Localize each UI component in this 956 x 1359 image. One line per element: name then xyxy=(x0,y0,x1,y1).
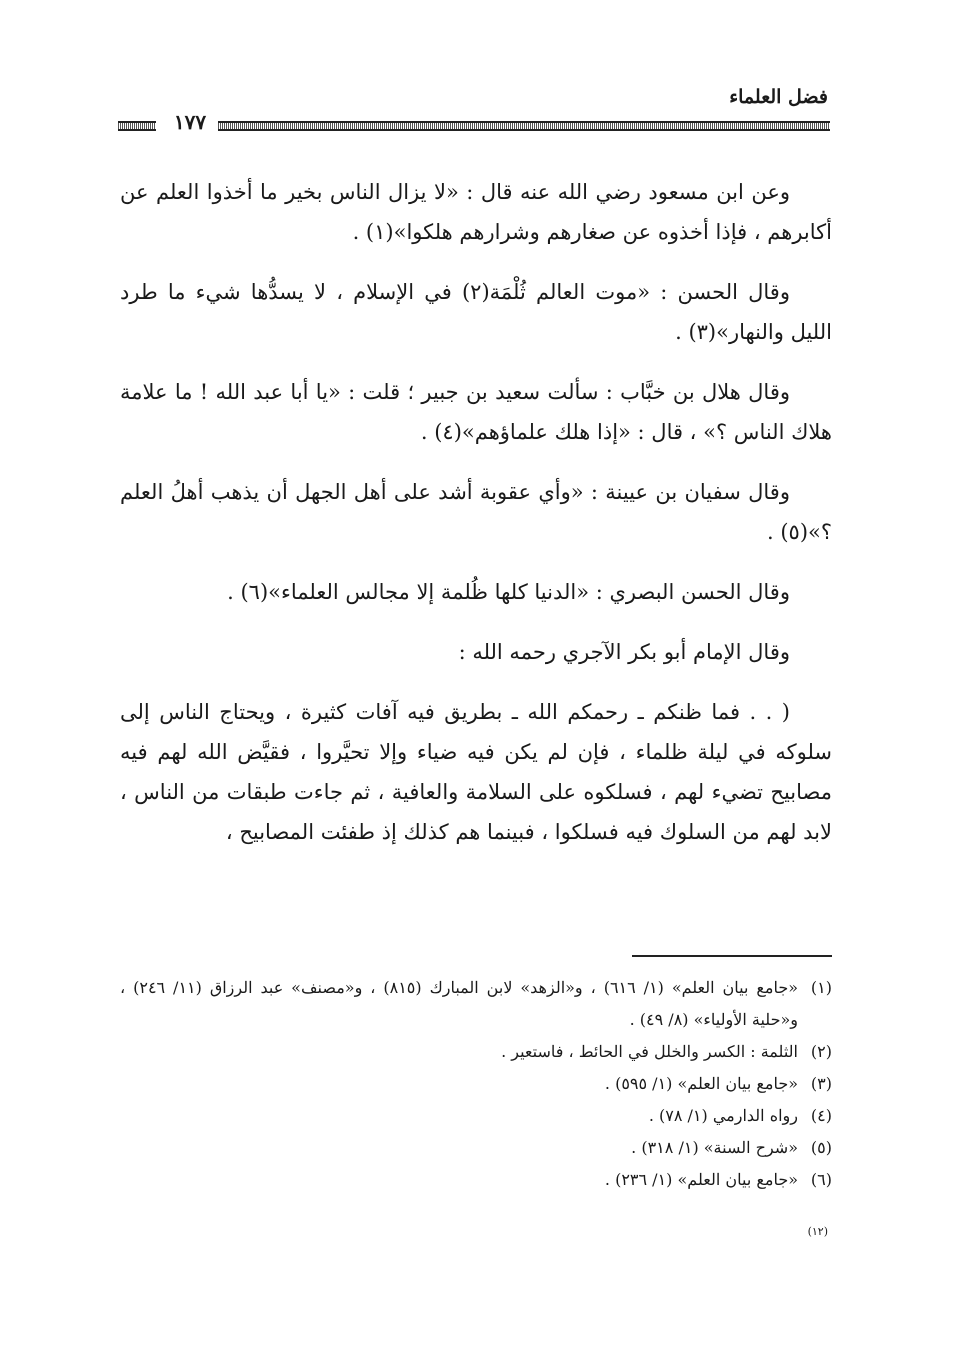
footnote-number: (١) xyxy=(810,978,832,997)
footnote-number: (٤) xyxy=(810,1106,832,1125)
footnote-number: (٢) xyxy=(810,1042,832,1061)
header-rule-short xyxy=(118,121,156,131)
page-number: ١٧٧ xyxy=(162,110,218,134)
footnote xyxy=(120,972,832,1036)
footnote xyxy=(120,1100,832,1132)
footnote-separator xyxy=(632,955,832,957)
signature-mark: (١٢) xyxy=(807,1225,828,1238)
paragraph: وعن ابن مسعود رضي الله عنه قال : «لا يزال الناس بخير ما أخذوا العلم عن أكابرهم ، فإذا أخذوه عن صغارهم وشرارهم هلكوا»(١) . xyxy=(120,180,832,244)
footnotes xyxy=(120,972,832,1196)
footnote-number: (٦) xyxy=(810,1170,832,1189)
footnote-number: (٣) xyxy=(810,1074,832,1093)
header-rule xyxy=(118,110,830,134)
footnote-text: «جامع بيان العلم» (١/ ٦١٦) ، و«الزهد» لابن المبارك (٨١٥) ، و«مصنف» عبد الرزاق (١١/ ٢٤٦) ، و«حلية الأولياء» (٨/ ٤٩) . xyxy=(120,978,798,1029)
footnote xyxy=(120,1068,832,1100)
footnote xyxy=(120,1164,832,1196)
footnote-text: «شرح السنة» (١/ ٣١٨) . xyxy=(631,1138,798,1157)
footnote-text: رواه الدارمي (١/ ٧٨) . xyxy=(648,1106,798,1125)
main-text xyxy=(120,172,832,852)
paragraph: وقال الحسن البصري : «الدنيا كلها ظُلمة إلا مجالس العلماء»(٦) . xyxy=(227,580,790,604)
paragraph: وقال الإمام أبو بكر الآجري رحمه الله : xyxy=(458,640,790,664)
footnote-number: (٥) xyxy=(810,1138,832,1157)
footnote-text: «جامع بيان العلم» (١/ ٥٩٥) . xyxy=(604,1074,798,1093)
paragraph: وقال الحسن : «موت العالم ثُلْمَة(٢) في الإسلام ، لا يسدُّها شيء ما طرد الليل والنهار»(٣) . xyxy=(120,280,832,344)
footnote xyxy=(120,1036,832,1068)
header-rule-long xyxy=(218,121,830,131)
footnote xyxy=(120,1132,832,1164)
paragraph: وقال هلال بن خبَّاب : سألت سعيد بن جبير ؛ قلت : «يا أبا عبد الله ! ما علامة هلاك الناس ؟» ، قال : «إذا هلك علماؤهم»(٤) . xyxy=(120,380,832,444)
footnote-text: الثلمة : الكسر والخلل في الحائط ، فاستعير . xyxy=(501,1042,798,1061)
paragraph: وقال سفيان بن عيينة : «وأي عقوبة أشد على أهل الجهل أن يذهب أهلُ العلم ؟»(٥) . xyxy=(120,480,832,544)
running-header-title: فضل العلماء xyxy=(729,86,828,108)
paragraph: ( . . فما ظنكم ـ رحمكم الله ـ بطريق فيه آفات كثيرة ، ويحتاج الناس إلى سلوكه في ليلة ظلماء ، فإن لم يكن فيه ضياء وإلا تحيَّروا ، فقيَّض الله لهم فيه مصابيح تضيء لهم ، فسلكوه على السلامة والعافية ، ثم جاءت طبقات من الناس ، لابد لهم من السلوك فيه فسلكوا ، فبينما هم كذلك إذ طفئت المصابيح ، xyxy=(120,700,832,844)
footnote-text: «جامع بيان العلم» (١/ ٢٣٦) . xyxy=(604,1170,798,1189)
